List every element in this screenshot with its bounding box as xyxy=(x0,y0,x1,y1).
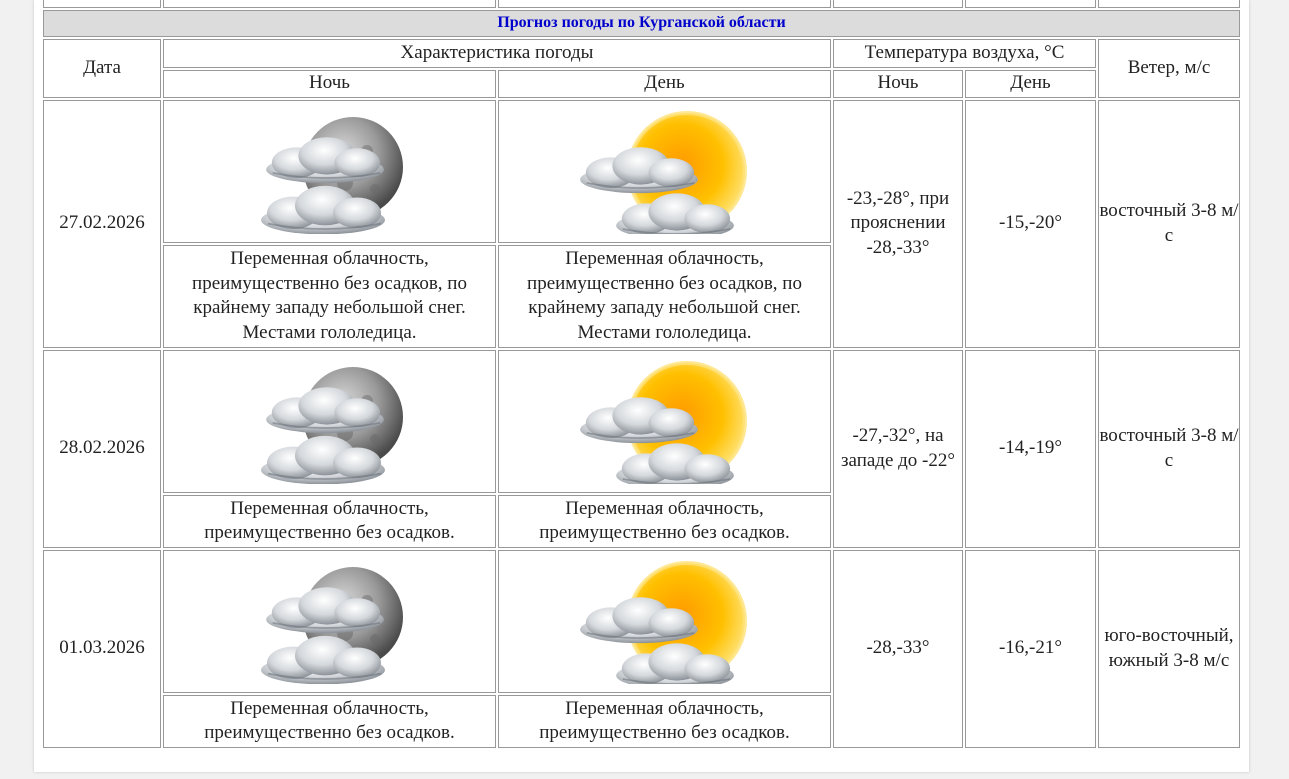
day-icon-cell xyxy=(498,100,831,243)
header-date: Дата xyxy=(43,39,161,98)
temp-night-cell: -28,-33° xyxy=(833,550,963,748)
forecast-row-2 xyxy=(43,350,1240,493)
day-description: Переменная облачность, преимущественно без осадков. xyxy=(498,695,831,748)
temp-night-cell: -23,-28°, при прояснении -28,-33° xyxy=(833,100,963,348)
forecast-table xyxy=(41,0,1242,750)
night-icon-cell xyxy=(163,550,496,693)
date-cell: 27.02.2026 xyxy=(43,100,161,348)
sun-cloudy-icon xyxy=(575,559,755,684)
moon-cloudy-icon xyxy=(255,109,405,234)
header-wind: Ветер, м/с xyxy=(1098,39,1240,98)
header-weather-day: День xyxy=(498,70,831,98)
header-temperature: Температура воздуха, °С xyxy=(833,39,1096,68)
wind-cell: юго-восточный, южный 3-8 м/с xyxy=(1098,550,1240,748)
wind-cell: восточный 3-8 м/с xyxy=(1098,100,1240,348)
temp-day-cell: -16,-21° xyxy=(965,550,1096,748)
header-weather-night: Ночь xyxy=(163,70,496,98)
moon-cloudy-icon xyxy=(255,559,405,684)
table-title: Прогноз погоды по Курганской области xyxy=(43,10,1240,37)
sun-cloudy-icon xyxy=(575,109,755,234)
day-description: Переменная облачность, преимущественно без осадков. xyxy=(498,495,831,548)
night-description: Переменная облачность, преимущественно без осадков. xyxy=(163,495,496,548)
night-icon-cell xyxy=(163,100,496,243)
moon-cloudy-icon xyxy=(255,359,405,484)
day-description: Переменная облачность, преимущественно без осадков, по крайнему западу небольшой снег. Местами гололедица. xyxy=(498,245,831,348)
temp-day-cell: -14,-19° xyxy=(965,350,1096,548)
forecast-row-1 xyxy=(43,100,1240,243)
date-cell: 28.02.2026 xyxy=(43,350,161,548)
sun-cloudy-icon xyxy=(575,359,755,484)
night-description: Переменная облачность, преимущественно без осадков, по крайнему западу небольшой снег. Местами гололедица. xyxy=(163,245,496,348)
date-cell: 01.03.2026 xyxy=(43,550,161,748)
previous-table-row xyxy=(43,0,1240,8)
header-temp-night: Ночь xyxy=(833,70,963,98)
header-temp-day: День xyxy=(965,70,1096,98)
temp-night-cell: -27,-32°, на западе до -22° xyxy=(833,350,963,548)
night-icon-cell xyxy=(163,350,496,493)
night-description: Переменная облачность, преимущественно без осадков. xyxy=(163,695,496,748)
day-icon-cell xyxy=(498,350,831,493)
forecast-row-3 xyxy=(43,550,1240,693)
day-icon-cell xyxy=(498,550,831,693)
temp-day-cell: -15,-20° xyxy=(965,100,1096,348)
header-weather: Характеристика погоды xyxy=(163,39,831,68)
wind-cell: восточный 3-8 м/с xyxy=(1098,350,1240,548)
